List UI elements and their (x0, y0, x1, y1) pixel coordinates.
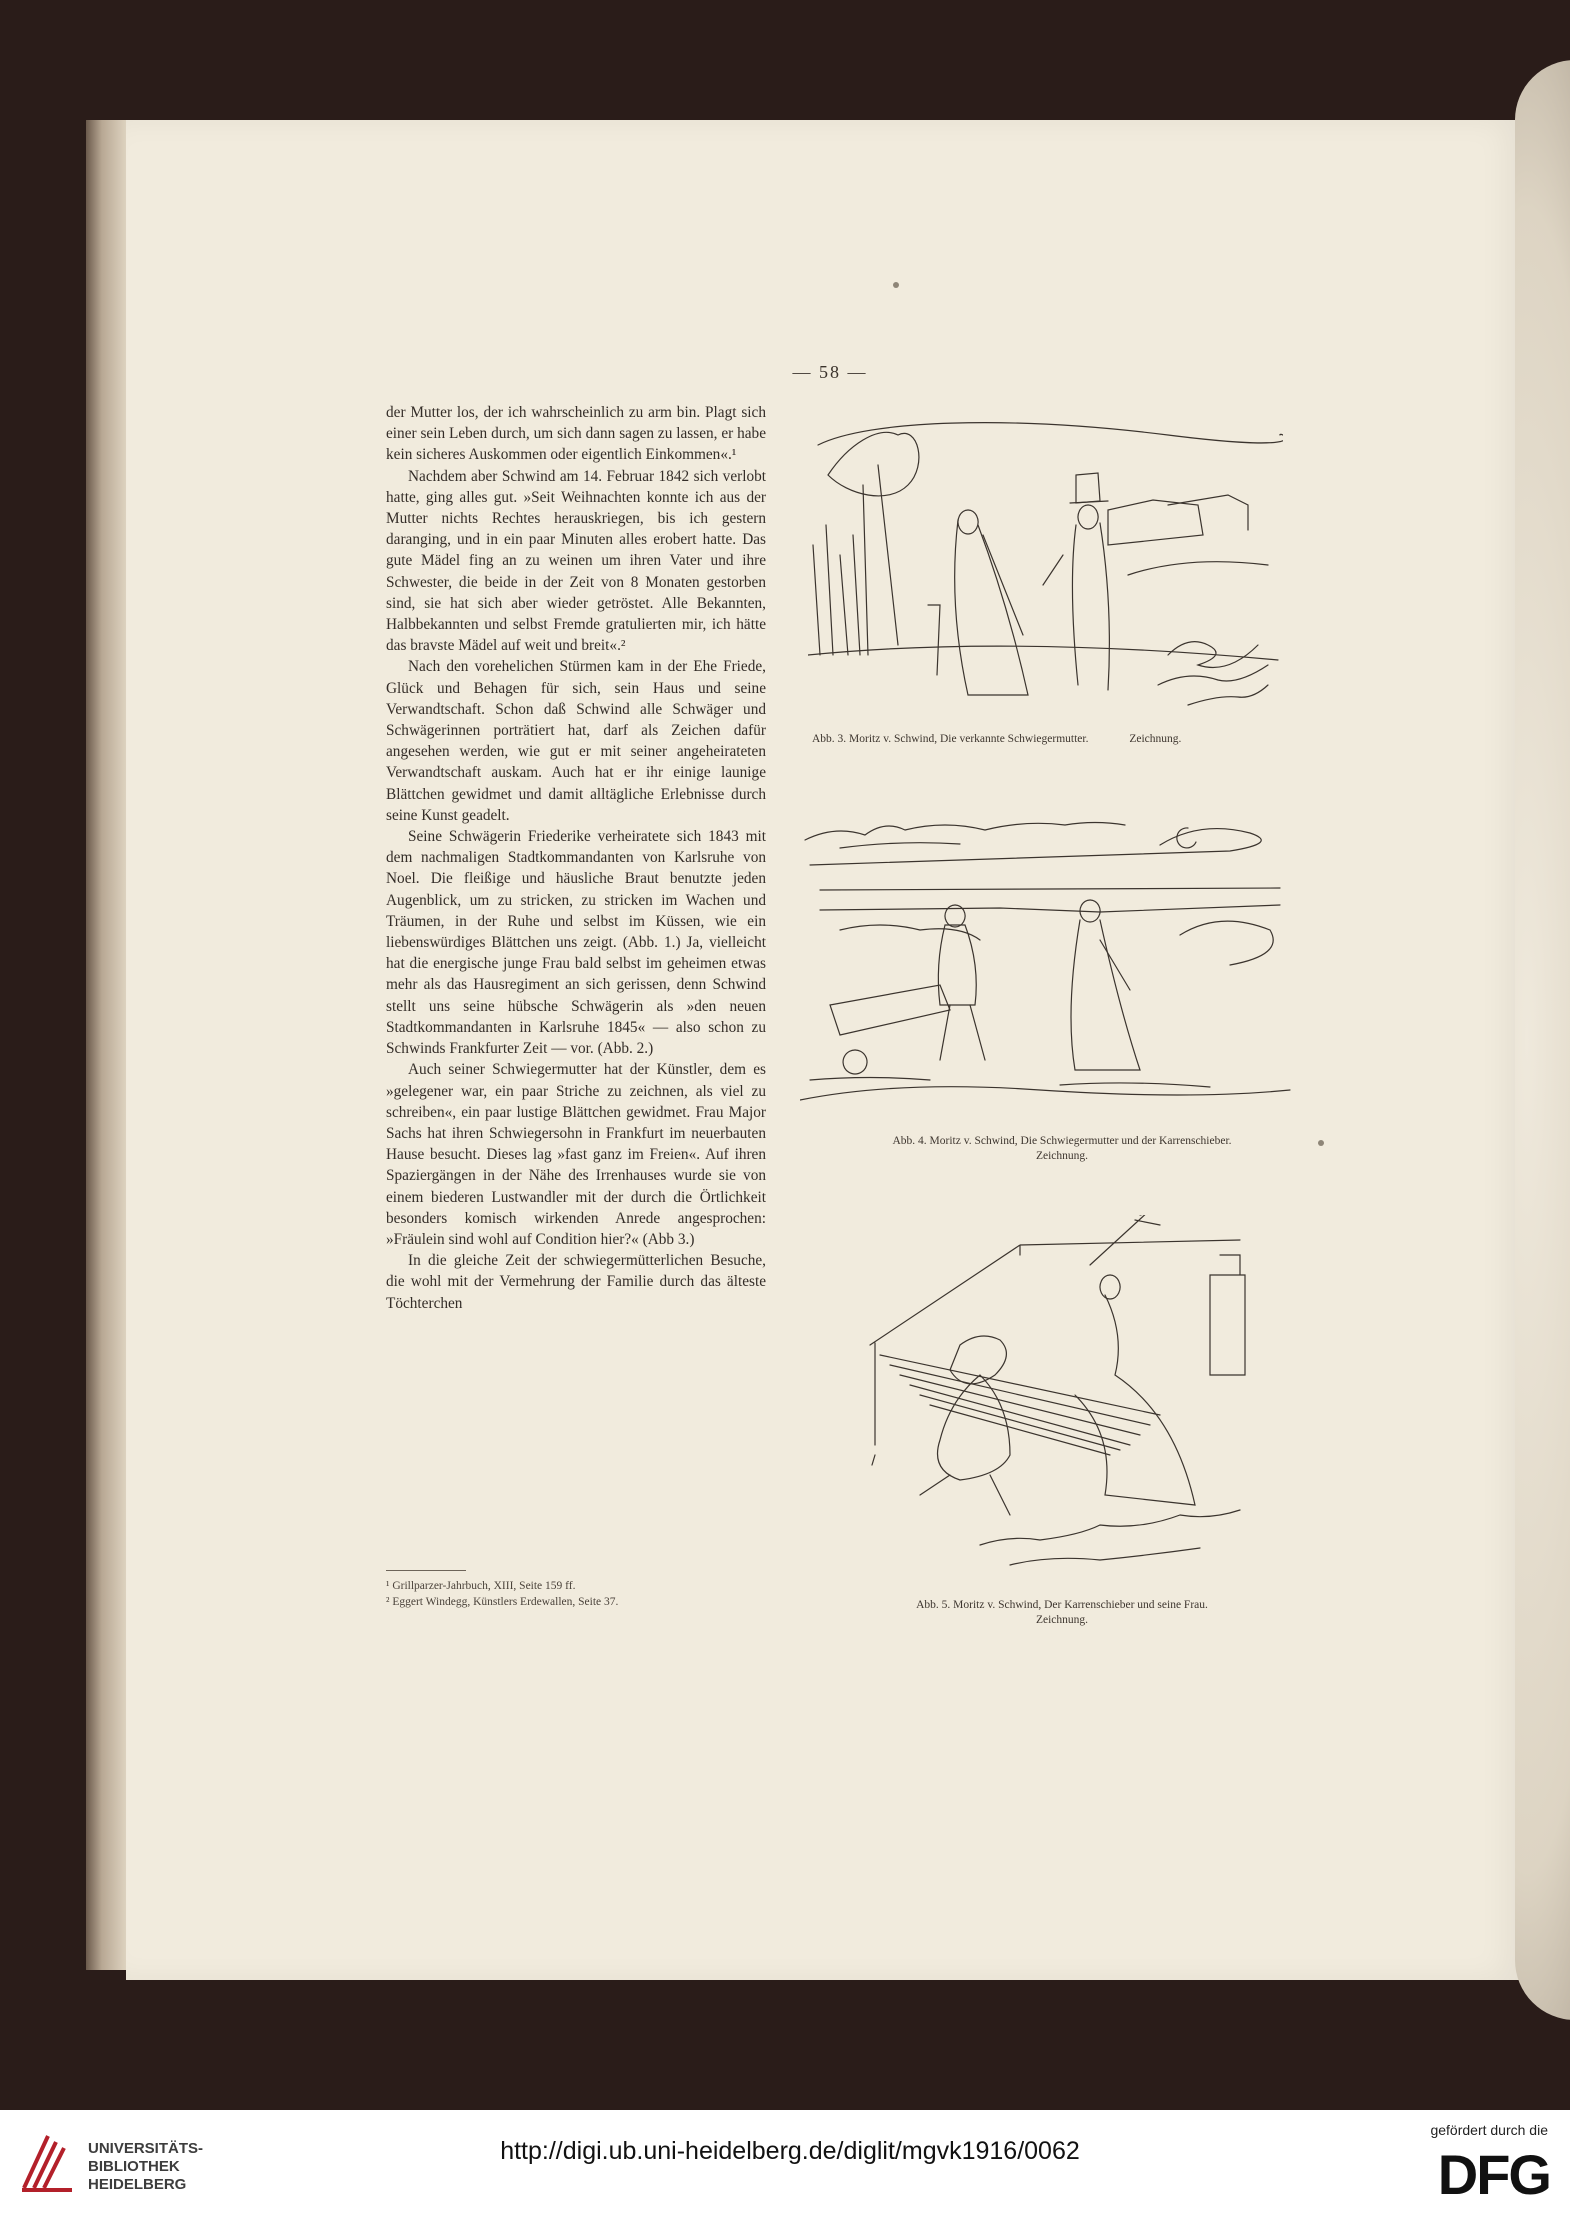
university-library-logo-icon[interactable] (18, 2128, 76, 2196)
library-name-line: BIBLIOTHEK (88, 2158, 180, 2175)
dfg-logo[interactable]: DFG (1437, 2143, 1550, 2206)
footnotes (386, 1578, 766, 1610)
caption-text: Abb. 3. Moritz v. Schwind, Die verkannte Schwiegermutter. (812, 733, 1089, 745)
library-name-line: UNIVERSITÄTS- (88, 2140, 204, 2157)
paragraph: der Mutter los, der ich wahrscheinlich zu arm bin. Plagt sich einer sein Leben durch, um sich dann sagen zu lassen, er habe kein sicheres Auskommen oder eigentlich Einkommen«.¹ (386, 404, 766, 464)
figure-abb5-drawing (860, 1215, 1270, 1580)
paragraph: Nach den vorehelichen Stürmen kam in der Ehe Friede, Glück und Behagen für sich, sein Haus und seine Verwandtschaft. Schon daß Schwind alle Schwäger und Schwägerinnen porträtiert hat, darf als Zeichen dafür angesehen werden, wie gut er mit seiner angeheirateten Verwandtschaft auskam. Auch hat er ihr einige launige Blättchen gewidmet und damit alltägliche Erlebnisse durch seine Kunst geadelt. (386, 658, 766, 824)
book-page-edge (86, 120, 126, 1970)
figure-abb3-drawing (808, 405, 1283, 727)
print-spot (893, 282, 899, 288)
funder-label: gefördert durch die (1430, 2122, 1548, 2138)
paragraph: Nachdem aber Schwind am 14. Februar 1842 sich verlobt hatte, ging alles gut. »Seit Weihnachten konnte ich aus der Mutter nichts Rechtes herauskriegen, bis ich gestern daranging, und in ein paar Minuten alles erobert hatte. Das gute Mädel fing an zu weinen um ihren Vater und ihre Schwester, die beide in der Zeit von 8 Monaten gestorben sind, sie hat sich aber wieder getröstet. Alle Bekannten, Halbbekannten und selbst Fremde gratulierten mir, ich hätte das bravste Mädel auf weit und breit«.² (386, 467, 766, 655)
footnote-rule (386, 1570, 466, 1571)
body-text-column (386, 402, 766, 1314)
sketch-image (800, 810, 1292, 1110)
paragraph: In die gleiche Zeit der schwiegermütterlichen Besuche, die wohl mit der Vermehrung der Familie durch das älteste Töchterchen (386, 1252, 766, 1312)
library-name[interactable] (88, 2140, 203, 2194)
caption-medium: Zeichnung. (1035, 1614, 1089, 1626)
permalink-url[interactable]: http://digi.ub.uni-heidelberg.de/diglit/mgvk1916/0062 (500, 2137, 1080, 2165)
paragraph: Seine Schwägerin Friederike verheiratete sich 1843 mit dem nachmaligen Stadtkommandanten von Karlsruhe von Noel. Die fleißige und häusliche Braut benutzte jeden Augenblick, um zu stricken, zu stricken im Wachen und Träumen, in der Ruhe und selbst im Küssen, wie ein liebenswürdiges Blättchen uns zeigt. (Abb. 1.) Ja, vielleicht hat die energische junge Frau bald selbst im geheimen etwas mehr als das Hausregiment an sich gerissen, denn Schwind stellt uns seine hübsche Schwägerin als »den neuen Stadtkommandanten in Karlsruhe 1845« — also schon zu Schwinds Frankfurter Zeit — vor. (Abb. 2.) (386, 828, 766, 1058)
paragraph: Auch seiner Schwiegermutter hat der Künstler, dem es »gelegener war, ein paar Striche zu zeichnen, als viel zu schreiben«, ein paar lustige Blättchen gewidmet. Frau Major Sachs hat ihren Schwiegersohn in Frankfurt im neuerbauten Hause besucht. Dieses lag »fast ganz im Freien«. Auf ihren Spaziergängen in der Nähe des Irrenhauses wurde sie von einem biederen Lustwandler mit der durch die Örtlichkeit besonders komisch wirkenden Anrede angesprochen: »Fräulein sind wohl auf Condition hier?« (Abb 3.) (386, 1061, 766, 1248)
print-spot (1318, 1140, 1324, 1146)
figure-abb4-caption (812, 1134, 1312, 1164)
figure-abb3-caption (812, 732, 1312, 747)
viewer-footer (0, 2110, 1570, 2223)
sketch-image (808, 405, 1283, 727)
page-number: — 58 — (792, 362, 868, 382)
caption-medium: Zeichnung. (1129, 733, 1182, 745)
library-name-line: HEIDELBERG (88, 2176, 187, 2193)
next-page-curl (1515, 60, 1570, 2020)
caption-text: Abb. 4. Moritz v. Schwind, Die Schwiegermutter und der Karrenschieber. (892, 1135, 1232, 1147)
figure-abb4-drawing (800, 810, 1292, 1110)
footnote: ² Eggert Windegg, Künstlers Erdewallen, Seite 37. (386, 1596, 619, 1608)
footnote: ¹ Grillparzer-Jahrbuch, XIII, Seite 159 ff. (386, 1580, 576, 1592)
caption-medium: Zeichnung. (1035, 1150, 1089, 1162)
caption-text: Abb. 5. Moritz v. Schwind, Der Karrenschieber und seine Frau. (916, 1599, 1208, 1611)
sketch-image (860, 1215, 1270, 1580)
figure-abb5-caption (812, 1598, 1312, 1628)
